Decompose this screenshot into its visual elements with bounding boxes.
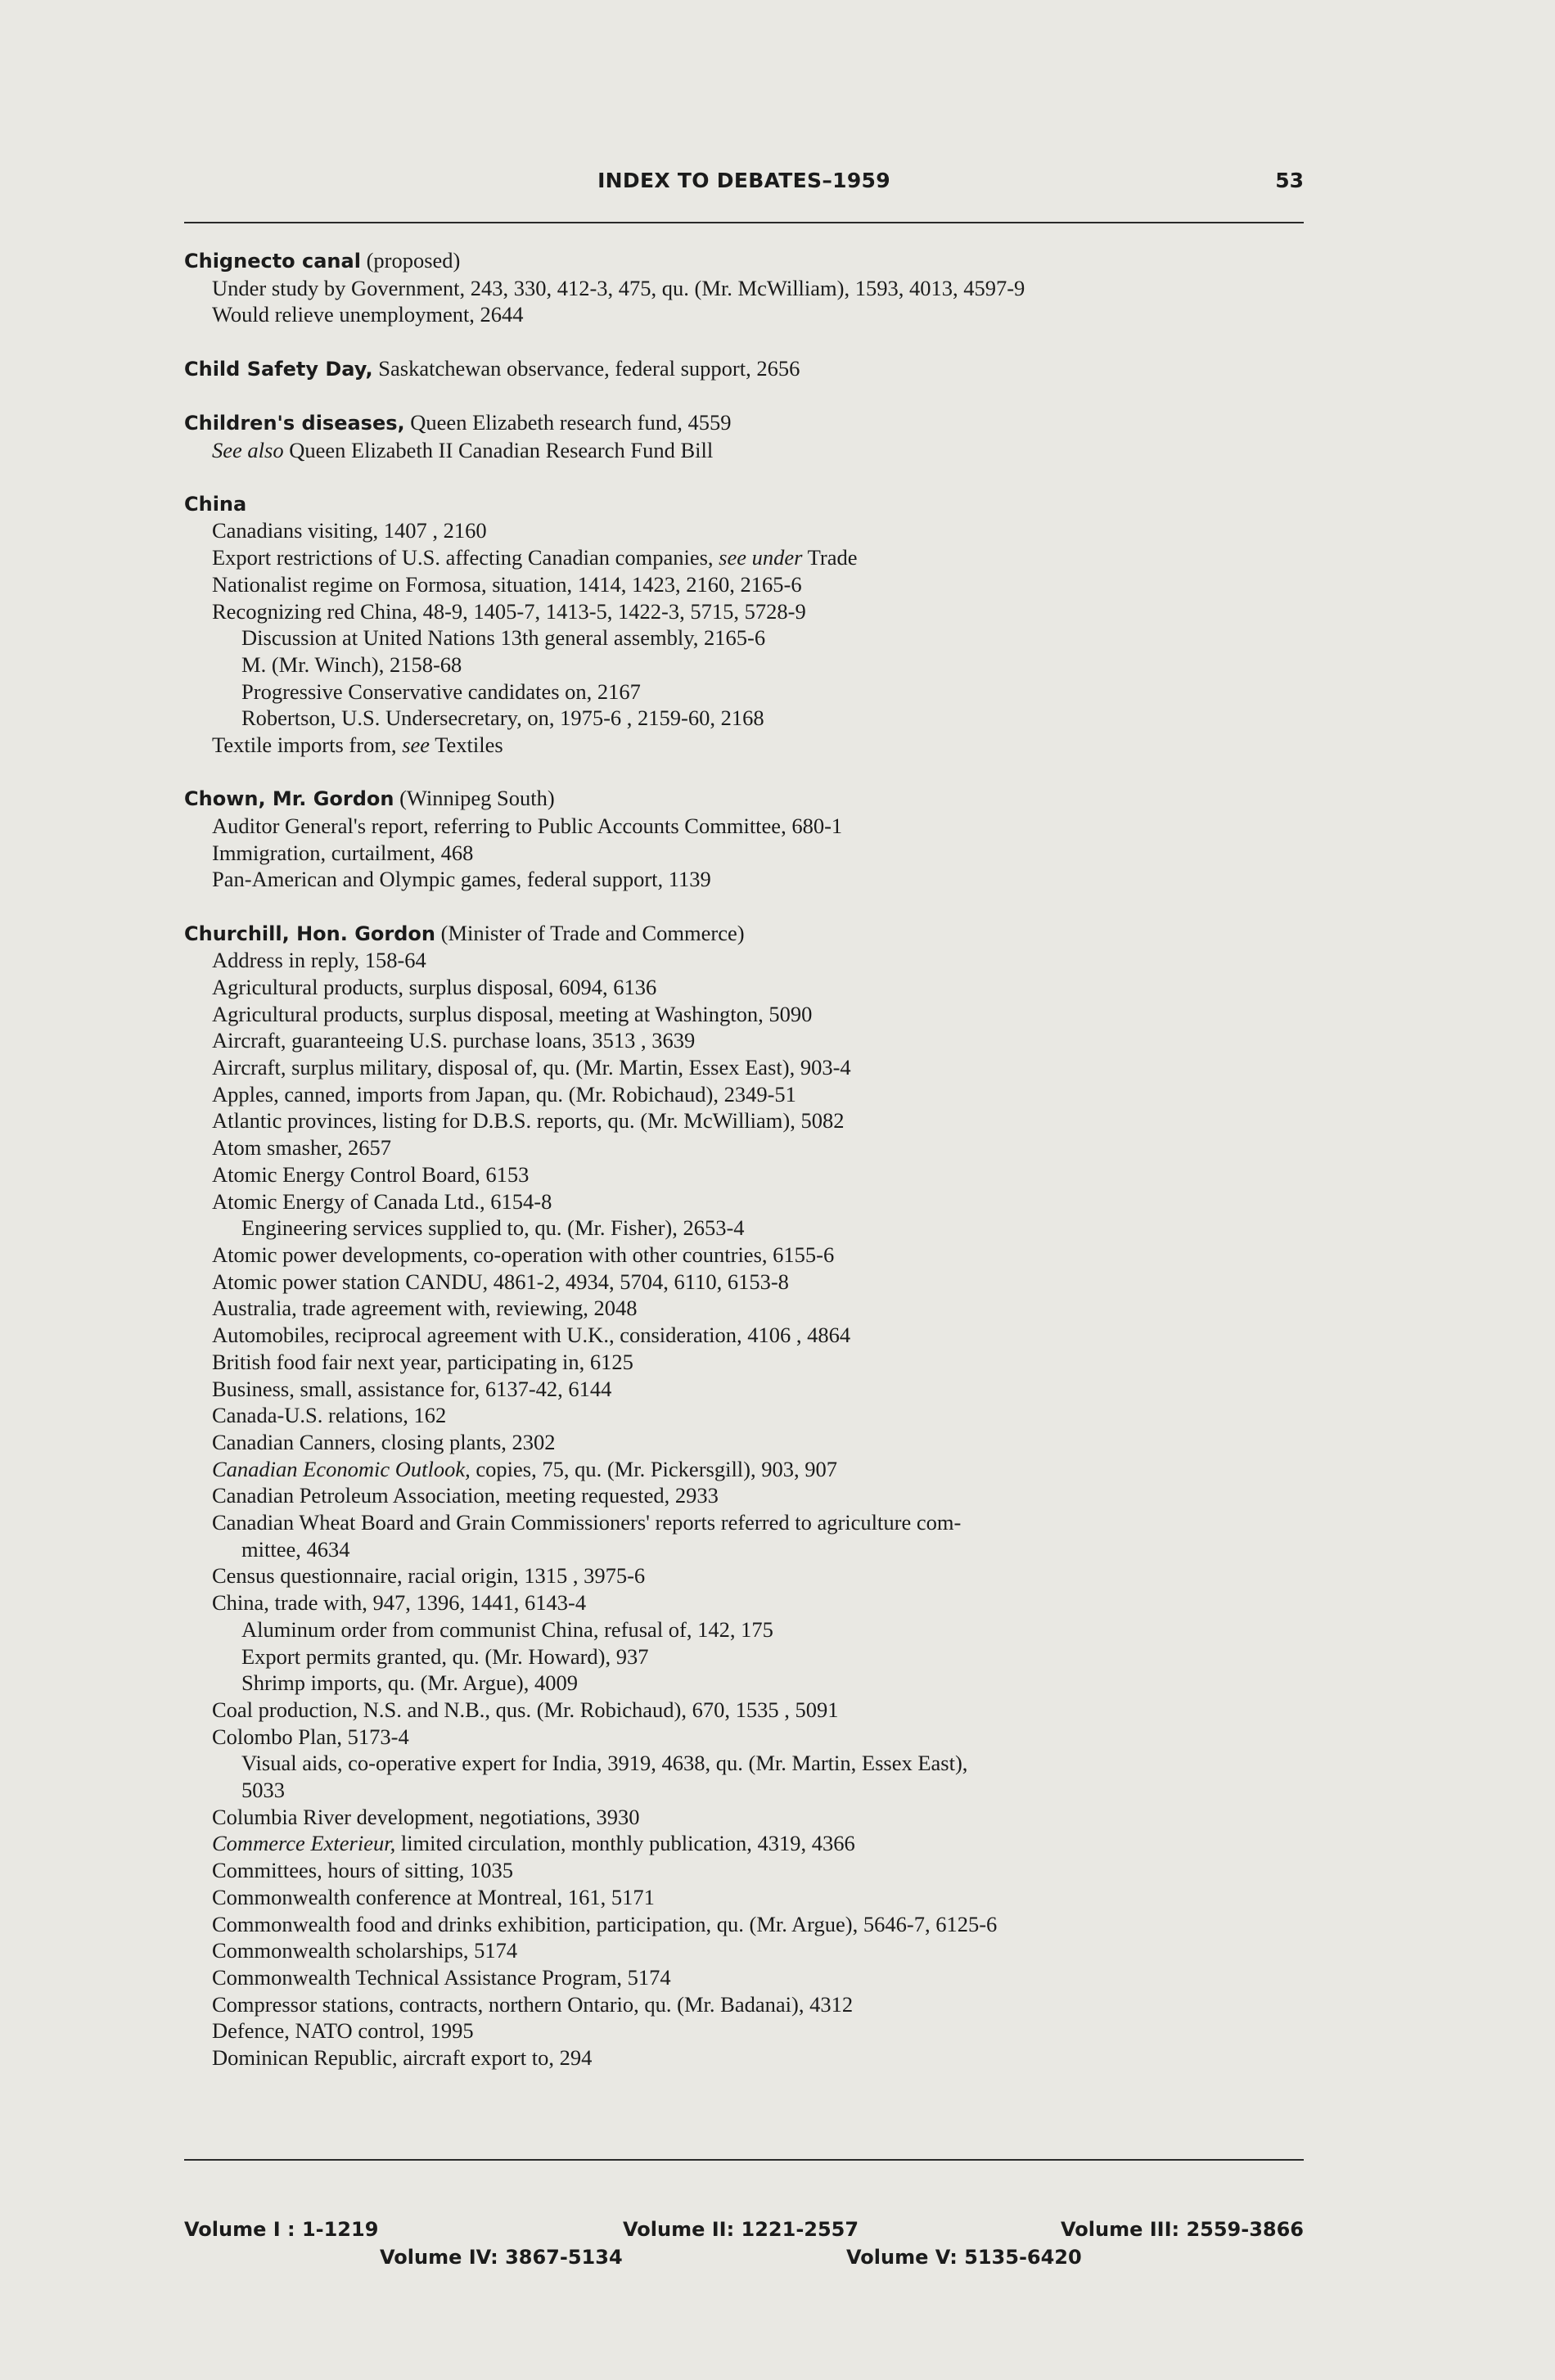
index-entry	[184, 490, 1304, 759]
entry-text: Canadian Canners, closing plants, 2302	[212, 1429, 556, 1454]
entry-sub-subheading	[184, 1616, 1304, 1643]
entry-heading-note: Saskatchewan observance, federal support, 2656	[378, 355, 800, 381]
index-entry	[184, 355, 1304, 383]
entry-sub-subheading	[184, 1215, 1304, 1242]
entry-text: M. (Mr. Winch), 2158-68	[241, 651, 462, 677]
entry-subheading	[184, 437, 1304, 464]
entry-subheading	[184, 1937, 1304, 1964]
entry-text: Canadian Petroleum Association, meeting requested, 2933	[212, 1483, 719, 1508]
entry-text: Nationalist regime on Formosa, situation, 1414, 1423, 2160, 2165-6	[212, 571, 802, 597]
entry-text: Australia, trade agreement with, reviewing, 2048	[212, 1296, 638, 1321]
entry-subheading	[184, 974, 1304, 1001]
entry-subheading	[184, 1804, 1304, 1831]
entry-subheading	[184, 544, 1304, 571]
entry-continuation-line	[184, 1777, 1304, 1804]
entry-heading-line	[184, 920, 1304, 948]
entry-subheading	[184, 1402, 1304, 1429]
entry-sub-subheading	[184, 1750, 1304, 1777]
entry-subheading	[184, 1054, 1304, 1081]
entry-subheading	[184, 840, 1304, 867]
entry-subheading	[184, 2044, 1304, 2071]
entry-subheading	[184, 598, 1304, 625]
footer-rule	[184, 2159, 1304, 2161]
entry-text: limited circulation, monthly publication, 4319, 4366	[400, 1831, 855, 1856]
entry-subheading	[184, 1107, 1304, 1134]
entry-text: Queen Elizabeth II Canadian Research Fund Bill	[289, 437, 714, 462]
see-reference: see under	[719, 545, 803, 570]
entry-subheading	[184, 1884, 1304, 1911]
entry-heading: China	[184, 492, 247, 516]
entry-subheading	[184, 1456, 1304, 1483]
entry-text: Auditor General's report, referring to Public Accounts Committee, 680-1	[212, 813, 843, 838]
entry-text: copies, 75, qu. (Mr. Pickersgill), 903, 907	[476, 1456, 837, 1481]
index-entry	[184, 247, 1304, 328]
entry-text: Apples, canned, imports from Japan, qu. (Mr. Robichaud), 2349-51	[212, 1081, 796, 1107]
entry-text: Canadians visiting, 1407 , 2160	[212, 518, 487, 543]
entry-text: Under study by Government, 243, 330, 412-3, 475, qu. (Mr. McWilliam), 1593, 4013, 4597-9	[212, 275, 1025, 300]
entry-heading: Churchill, Hon. Gordon	[184, 922, 435, 945]
entry-subheading	[184, 1134, 1304, 1161]
entry-sub-subheading	[184, 651, 1304, 678]
entry-text: Coal production, N.S. and N.B., qus. (Mr. Robichaud), 670, 1535 , 5091	[212, 1697, 839, 1722]
entry-subheading	[184, 1349, 1304, 1376]
entry-subheading	[184, 947, 1304, 974]
entry-subheading	[184, 866, 1304, 893]
entry-text: Atom smasher, 2657	[212, 1135, 392, 1161]
entry-text: Commonwealth food and drinks exhibition, participation, qu. (Mr. Argue), 5646-7, 6125-6	[212, 1911, 998, 1936]
entry-subheading	[184, 1991, 1304, 2018]
entry-text: Shrimp imports, qu. (Mr. Argue), 4009	[241, 1670, 578, 1696]
entry-text: Would relieve unemployment, 2644	[212, 302, 524, 327]
entry-text: Textile imports from,	[212, 732, 397, 758]
entry-text: Canada-U.S. relations, 162	[212, 1403, 447, 1428]
entry-subheading	[184, 1857, 1304, 1884]
entry-text: Atomic Energy of Canada Ltd., 6154-8	[212, 1188, 552, 1214]
entry-subheading	[184, 275, 1304, 302]
entry-text: 5033	[241, 1778, 285, 1803]
entry-text: Visual aids, co-operative expert for India, 3919, 4638, qu. (Mr. Martin, Essex East),	[241, 1751, 968, 1776]
running-title: INDEX TO DEBATES–1959	[597, 169, 890, 192]
entry-text: Canadian Wheat Board and Grain Commissioners' reports referred to agriculture com-	[212, 1510, 962, 1535]
volume-4-range: Volume IV: 3867-5134	[380, 2246, 623, 2269]
index-entry	[184, 920, 1304, 2071]
entry-text: China, trade with, 947, 1396, 1441, 6143-4	[212, 1590, 587, 1616]
entry-text: Address in reply, 158-64	[212, 948, 426, 973]
entry-text: Agricultural products, surplus disposal, 6094, 6136	[212, 974, 657, 999]
entry-heading-note: (Winnipeg South)	[399, 786, 555, 811]
entry-text: Agricultural products, surplus disposal, meeting at Washington, 5090	[212, 1001, 813, 1026]
entry-subheading	[184, 1429, 1304, 1456]
entry-heading-line	[184, 247, 1304, 275]
entry-text: Aircraft, guaranteeing U.S. purchase loans, 3513 , 3639	[212, 1028, 696, 1053]
entry-subheading	[184, 1724, 1304, 1751]
volume-1-range: Volume I : 1-1219	[184, 2218, 379, 2241]
entry-subheading	[184, 1269, 1304, 1296]
entry-subheading	[184, 1964, 1304, 1991]
entry-subheading	[184, 517, 1304, 544]
entry-subheading	[184, 1562, 1304, 1589]
entry-subheading	[184, 1322, 1304, 1349]
see-reference: see	[402, 732, 430, 758]
index-entry	[184, 409, 1304, 463]
entry-subheading	[184, 1482, 1304, 1509]
entry-subheading	[184, 813, 1304, 840]
entry-heading-note: (proposed)	[366, 248, 461, 273]
entry-subheading	[184, 1161, 1304, 1188]
entry-text: Aircraft, surplus military, disposal of, qu. (Mr. Martin, Essex East), 903-4	[212, 1055, 851, 1080]
entry-subheading	[184, 301, 1304, 328]
entry-subheading	[184, 1242, 1304, 1269]
entry-text: Export permits granted, qu. (Mr. Howard), 937	[241, 1643, 649, 1669]
entry-text: mittee, 4634	[241, 1536, 350, 1562]
entry-heading: Children's diseases,	[184, 411, 405, 435]
entry-sub-subheading	[184, 1670, 1304, 1697]
entry-continuation-line	[184, 1536, 1304, 1563]
entry-sub-subheading	[184, 624, 1304, 651]
entry-text: British food fair next year, participating in, 6125	[212, 1349, 633, 1374]
entry-subheading	[184, 571, 1304, 598]
entry-heading-note: Queen Elizabeth research fund, 4559	[410, 409, 732, 435]
index-entry	[184, 785, 1304, 893]
entry-text: Atlantic provinces, listing for D.B.S. reports, qu. (Mr. McWilliam), 5082	[212, 1108, 845, 1134]
entry-subheading	[184, 1911, 1304, 1938]
entry-subheading	[184, 1001, 1304, 1028]
entry-text: Commonwealth Technical Assistance Program, 5174	[212, 1964, 671, 1990]
entry-heading: Chignecto canal	[184, 250, 361, 273]
see-target: Trade	[807, 545, 858, 570]
entry-subheading	[184, 1830, 1304, 1857]
entry-sub-subheading	[184, 1643, 1304, 1670]
italic-title: Commerce Exterieur,	[212, 1831, 396, 1856]
volume-5-range: Volume V: 5135-6420	[846, 2246, 1082, 2269]
entry-text: Recognizing red China, 48-9, 1405-7, 1413-5, 1422-3, 5715, 5728-9	[212, 598, 806, 624]
entry-heading-line	[184, 409, 1304, 437]
entry-heading: Chown, Mr. Gordon	[184, 787, 394, 811]
entry-subheading	[184, 732, 1304, 759]
entry-subheading	[184, 1697, 1304, 1724]
entry-sub-subheading	[184, 678, 1304, 705]
volume-2-range: Volume II: 1221-2557	[623, 2218, 859, 2241]
entry-subheading	[184, 1027, 1304, 1054]
see-reference: See also	[212, 437, 284, 462]
entry-text: Colombo Plan, 5173-4	[212, 1724, 409, 1749]
entry-text: Commonwealth scholarships, 5174	[212, 1938, 518, 1963]
entry-subheading	[184, 1376, 1304, 1403]
see-target: Textiles	[435, 732, 503, 758]
entry-text: Atomic power developments, co-operation with other countries, 6155-6	[212, 1242, 835, 1267]
entry-text: Dominican Republic, aircraft export to, 294	[212, 2045, 593, 2071]
entry-subheading	[184, 1188, 1304, 1215]
entry-text: Discussion at United Nations 13th general assembly, 2165-6	[241, 625, 766, 651]
volume-key-row-1	[184, 2218, 1304, 2246]
entry-text: Business, small, assistance for, 6137-42, 6144	[212, 1376, 612, 1401]
entry-heading-line	[184, 355, 1304, 383]
index-body	[184, 247, 1304, 2071]
entry-heading-line	[184, 785, 1304, 813]
entry-subheading	[184, 1509, 1304, 1536]
entry-subheading	[184, 1295, 1304, 1322]
entry-subheading	[184, 2017, 1304, 2044]
entry-text: Robertson, U.S. Undersecretary, on, 1975-6 , 2159-60, 2168	[241, 705, 764, 731]
entry-text: Automobiles, reciprocal agreement with U.K., consideration, 4106 , 4864	[212, 1323, 851, 1348]
entry-text: Progressive Conservative candidates on, 2167	[241, 678, 641, 704]
entry-text: Columbia River development, negotiations, 3930	[212, 1804, 640, 1829]
entry-text: Commonwealth conference at Montreal, 161, 5171	[212, 1884, 655, 1909]
entry-text: Aluminum order from communist China, refusal of, 142, 175	[241, 1616, 773, 1642]
entry-subheading	[184, 1589, 1304, 1616]
page-number: 53	[1275, 169, 1304, 192]
entry-text: Atomic power station CANDU, 4861-2, 4934, 5704, 6110, 6153-8	[212, 1269, 789, 1294]
entry-text: Immigration, curtailment, 468	[212, 840, 474, 865]
italic-title: Canadian Economic Outlook,	[212, 1456, 471, 1481]
entry-text: Compressor stations, contracts, northern Ontario, qu. (Mr. Badanai), 4312	[212, 1991, 854, 2017]
entry-text: Committees, hours of sitting, 1035	[212, 1858, 514, 1883]
entry-heading-note: (Minister of Trade and Commerce)	[440, 920, 745, 945]
entry-text: Pan-American and Olympic games, federal support, 1139	[212, 867, 711, 892]
page-header	[184, 169, 1304, 201]
entry-heading-line	[184, 490, 1304, 518]
entry-text: Export restrictions of U.S. affecting Canadian companies,	[212, 545, 714, 570]
entry-text: Engineering services supplied to, qu. (Mr. Fisher), 2653-4	[241, 1215, 745, 1241]
volume-3-range: Volume III: 2559-3866	[1061, 2218, 1304, 2241]
entry-subheading	[184, 1081, 1304, 1108]
volume-key-row-2	[184, 2246, 1304, 2274]
entry-text: Defence, NATO control, 1995	[212, 2018, 474, 2044]
entry-heading: Child Safety Day,	[184, 357, 373, 381]
entry-sub-subheading	[184, 705, 1304, 732]
entry-text: Census questionnaire, racial origin, 1315 , 3975-6	[212, 1563, 646, 1589]
entry-text: Atomic Energy Control Board, 6153	[212, 1161, 530, 1187]
header-rule	[184, 222, 1304, 223]
